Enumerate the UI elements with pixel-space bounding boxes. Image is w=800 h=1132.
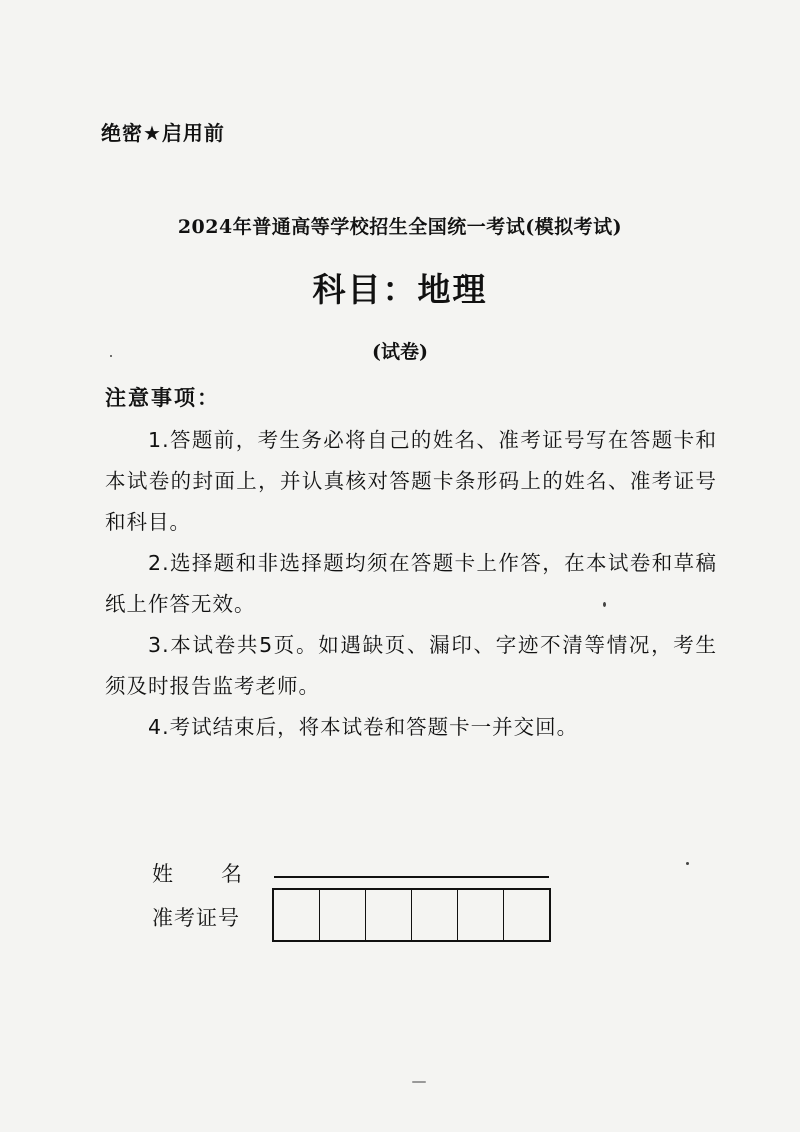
subject-title: 科目：地理 bbox=[312, 270, 488, 309]
notice-item-4: 4.考试结束后，将本试卷和答题卡一并交回。 bbox=[148, 715, 579, 739]
name-input-line[interactable] bbox=[274, 876, 549, 878]
notice-heading: 注意事项： bbox=[105, 386, 220, 410]
confidential-mark: 绝密★启用前 bbox=[101, 121, 225, 145]
id-number-boxes bbox=[272, 888, 551, 942]
scan-speck bbox=[686, 862, 689, 865]
id-digit-box[interactable] bbox=[366, 890, 412, 940]
scan-speck bbox=[412, 1081, 426, 1083]
notice-list bbox=[105, 420, 717, 748]
id-row bbox=[152, 888, 552, 944]
id-label: 准考证号 bbox=[152, 906, 240, 930]
id-digit-box[interactable] bbox=[504, 890, 549, 940]
scan-speck bbox=[603, 602, 606, 607]
exam-title: 2024年普通高等学校招生全国统一考试(模拟考试) bbox=[177, 216, 623, 238]
id-digit-box[interactable] bbox=[458, 890, 504, 940]
id-digit-box[interactable] bbox=[412, 890, 458, 940]
id-digit-box[interactable] bbox=[320, 890, 366, 940]
name-row bbox=[152, 852, 552, 892]
name-label: 姓名 bbox=[152, 862, 290, 886]
id-digit-box[interactable] bbox=[274, 890, 320, 940]
scan-speck bbox=[110, 355, 112, 357]
paper-type-label: (试卷) bbox=[372, 341, 428, 363]
notice-item-1: 1.答题前，考生务必将自己的姓名、准考证号写在答题卡和本试卷的封面上，并认真核对答题卡条形码上的姓名、准考证号和科目。 bbox=[105, 428, 717, 534]
notice-item-3: 3.本试卷共5页。如遇缺页、漏印、字迹不清等情况，考生须及时报告监考老师。 bbox=[105, 633, 717, 698]
notice-item-2: 2.选择题和非选择题均须在答题卡上作答，在本试卷和草稿纸上作答无效。 bbox=[105, 551, 717, 616]
